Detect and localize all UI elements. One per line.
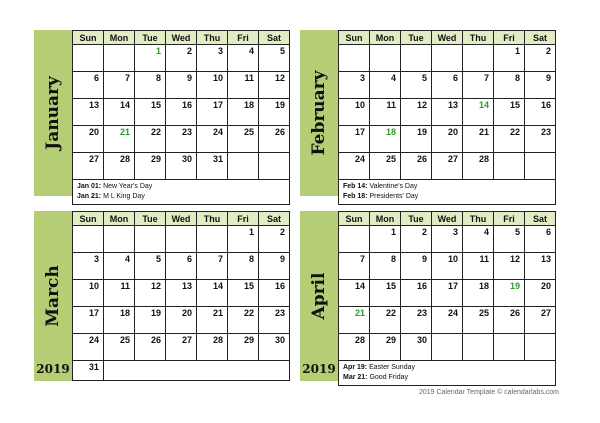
weekday-header: Sat bbox=[525, 31, 556, 45]
day-cell: 15 bbox=[494, 99, 525, 126]
day-cell: 16 bbox=[259, 280, 290, 307]
day-cell bbox=[432, 45, 463, 72]
day-cell: 22 bbox=[370, 307, 401, 334]
day-cell: 3 bbox=[73, 253, 104, 280]
day-cell: 13 bbox=[166, 280, 197, 307]
day-cell: 15 bbox=[135, 99, 166, 126]
month-name: February bbox=[309, 70, 329, 156]
day-cell: 1 bbox=[228, 226, 259, 253]
day-cell bbox=[339, 226, 370, 253]
day-cell: 26 bbox=[401, 153, 432, 180]
day-cell: 2 bbox=[401, 226, 432, 253]
month-name: March bbox=[43, 265, 63, 327]
weekday-header: Tue bbox=[135, 212, 166, 226]
day-cell: 6 bbox=[73, 72, 104, 99]
day-cell bbox=[73, 226, 104, 253]
day-cell: 6 bbox=[166, 253, 197, 280]
month-name: April bbox=[309, 272, 329, 320]
day-cell: 2 bbox=[166, 45, 197, 72]
day-cell: 18 bbox=[370, 126, 401, 153]
day-cell: 15 bbox=[370, 280, 401, 307]
day-cell: 12 bbox=[259, 72, 290, 99]
day-cell: 16 bbox=[525, 99, 556, 126]
day-cell: 3 bbox=[432, 226, 463, 253]
day-cell: 19 bbox=[401, 126, 432, 153]
day-cell: 17 bbox=[432, 280, 463, 307]
day-cell bbox=[197, 226, 228, 253]
month-spine bbox=[34, 30, 72, 196]
week-row bbox=[73, 45, 290, 72]
weekday-header: Sun bbox=[73, 31, 104, 45]
day-cell bbox=[135, 226, 166, 253]
week-row bbox=[339, 253, 556, 280]
day-cell: 20 bbox=[525, 280, 556, 307]
day-cell bbox=[339, 45, 370, 72]
day-cell: 25 bbox=[370, 153, 401, 180]
day-cell: 5 bbox=[135, 253, 166, 280]
week-row bbox=[73, 253, 290, 280]
weekday-header: Sat bbox=[259, 212, 290, 226]
holiday-date: Jan 01: bbox=[77, 183, 102, 190]
day-cell: 14 bbox=[463, 99, 494, 126]
day-cell bbox=[370, 45, 401, 72]
day-cell bbox=[401, 45, 432, 72]
day-cell bbox=[463, 45, 494, 72]
day-cell: 7 bbox=[197, 253, 228, 280]
year-label: 2019 bbox=[302, 362, 336, 376]
weekday-header: Sat bbox=[525, 212, 556, 226]
day-cell: 30 bbox=[259, 334, 290, 361]
day-cell: 27 bbox=[166, 334, 197, 361]
day-cell bbox=[432, 334, 463, 361]
day-cell: 11 bbox=[104, 280, 135, 307]
day-cell: 26 bbox=[494, 307, 525, 334]
day-cell: 30 bbox=[166, 153, 197, 180]
weekday-header: Tue bbox=[135, 31, 166, 45]
day-cell: 12 bbox=[401, 99, 432, 126]
weekday-header: Fri bbox=[494, 31, 525, 45]
day-cell: 27 bbox=[432, 153, 463, 180]
day-cell: 14 bbox=[104, 99, 135, 126]
day-cell bbox=[166, 226, 197, 253]
week-row bbox=[339, 153, 556, 180]
day-cell: 27 bbox=[525, 307, 556, 334]
week-row bbox=[339, 334, 556, 361]
day-cell bbox=[104, 226, 135, 253]
holiday-name: Easter Sunday bbox=[367, 364, 415, 371]
day-cell bbox=[463, 334, 494, 361]
day-cell: 17 bbox=[73, 307, 104, 334]
day-cell: 26 bbox=[259, 126, 290, 153]
week-row bbox=[73, 307, 290, 334]
day-cell: 14 bbox=[339, 280, 370, 307]
day-cell: 10 bbox=[432, 253, 463, 280]
week-row bbox=[339, 307, 556, 334]
holiday-name: Good Friday bbox=[367, 374, 408, 381]
day-cell: 18 bbox=[463, 280, 494, 307]
day-cell: 31 bbox=[197, 153, 228, 180]
day-cell: 19 bbox=[259, 99, 290, 126]
day-cell: 4 bbox=[228, 45, 259, 72]
holiday-date: Mar 21: bbox=[343, 374, 368, 381]
day-cell bbox=[228, 153, 259, 180]
day-cell: 19 bbox=[494, 280, 525, 307]
day-cell: 20 bbox=[166, 307, 197, 334]
week-row bbox=[339, 45, 556, 72]
week-row bbox=[339, 280, 556, 307]
week-row bbox=[73, 72, 290, 99]
day-cell: 17 bbox=[339, 126, 370, 153]
day-cell: 6 bbox=[432, 72, 463, 99]
day-cell: 11 bbox=[370, 99, 401, 126]
day-cell: 13 bbox=[525, 253, 556, 280]
day-cell: 23 bbox=[401, 307, 432, 334]
week-row bbox=[339, 126, 556, 153]
day-cell: 17 bbox=[197, 99, 228, 126]
day-cell: 16 bbox=[401, 280, 432, 307]
weekday-header: Thu bbox=[197, 31, 228, 45]
day-cell: 28 bbox=[197, 334, 228, 361]
day-cell: 10 bbox=[339, 99, 370, 126]
day-cell: 9 bbox=[166, 72, 197, 99]
day-cell bbox=[494, 153, 525, 180]
holiday-date: Jan 21: bbox=[77, 193, 102, 200]
month-january bbox=[34, 30, 290, 200]
day-cell: 28 bbox=[463, 153, 494, 180]
weekday-header: Fri bbox=[228, 31, 259, 45]
day-cell: 21 bbox=[104, 126, 135, 153]
holiday-note bbox=[343, 373, 551, 383]
day-cell: 25 bbox=[104, 334, 135, 361]
weekday-header: Mon bbox=[104, 31, 135, 45]
month-spine bbox=[300, 30, 338, 196]
year-label: 2019 bbox=[36, 362, 70, 376]
day-cell: 11 bbox=[228, 72, 259, 99]
day-cell: 2 bbox=[259, 226, 290, 253]
day-cell: 22 bbox=[228, 307, 259, 334]
day-cell: 16 bbox=[166, 99, 197, 126]
holiday-note bbox=[77, 192, 285, 202]
holiday-name: Presidents' Day bbox=[367, 193, 419, 200]
day-cell: 8 bbox=[370, 253, 401, 280]
day-cell: 20 bbox=[73, 126, 104, 153]
day-cell: 13 bbox=[73, 99, 104, 126]
holiday-note bbox=[343, 363, 551, 373]
day-cell: 22 bbox=[494, 126, 525, 153]
week-row bbox=[339, 72, 556, 99]
week-row bbox=[339, 99, 556, 126]
day-cell: 18 bbox=[104, 307, 135, 334]
day-cell bbox=[104, 45, 135, 72]
holiday-notes bbox=[72, 180, 290, 205]
day-cell: 5 bbox=[259, 45, 290, 72]
weekday-header: Wed bbox=[432, 212, 463, 226]
holiday-date: Feb 18: bbox=[343, 193, 368, 200]
day-cell: 11 bbox=[463, 253, 494, 280]
day-cell: 1 bbox=[494, 45, 525, 72]
footer-credit: 2019 Calendar Template © calendarlabs.com bbox=[418, 389, 559, 396]
week-row bbox=[73, 226, 290, 253]
month-march bbox=[34, 211, 290, 381]
day-cell: 10 bbox=[197, 72, 228, 99]
day-cell: 26 bbox=[135, 334, 166, 361]
day-cell: 1 bbox=[135, 45, 166, 72]
day-cell: 9 bbox=[401, 253, 432, 280]
holiday-notes bbox=[338, 180, 556, 205]
holiday-name: Valentine's Day bbox=[367, 183, 418, 190]
day-cell: 7 bbox=[463, 72, 494, 99]
day-cell: 24 bbox=[339, 153, 370, 180]
day-cell: 29 bbox=[228, 334, 259, 361]
day-cell: 6 bbox=[525, 226, 556, 253]
month-april bbox=[300, 211, 556, 381]
holiday-date: Apr 19: bbox=[343, 364, 368, 371]
day-cell: 12 bbox=[494, 253, 525, 280]
month-february bbox=[300, 30, 556, 200]
day-cell: 13 bbox=[432, 99, 463, 126]
day-cell: 23 bbox=[525, 126, 556, 153]
day-cell bbox=[259, 153, 290, 180]
week-row bbox=[73, 126, 290, 153]
holiday-date: Feb 14: bbox=[343, 183, 368, 190]
day-cell: 12 bbox=[135, 280, 166, 307]
day-cell: 24 bbox=[197, 126, 228, 153]
day-cell: 29 bbox=[370, 334, 401, 361]
day-cell: 20 bbox=[432, 126, 463, 153]
day-cell: 2 bbox=[525, 45, 556, 72]
weekday-header: Thu bbox=[197, 212, 228, 226]
day-cell: 10 bbox=[73, 280, 104, 307]
day-cell: 7 bbox=[104, 72, 135, 99]
weekday-header: Wed bbox=[166, 212, 197, 226]
weekday-header: Wed bbox=[166, 31, 197, 45]
day-cell: 27 bbox=[73, 153, 104, 180]
week-row bbox=[339, 226, 556, 253]
day-cell bbox=[73, 45, 104, 72]
day-cell: 14 bbox=[197, 280, 228, 307]
weekday-header: Sun bbox=[73, 212, 104, 226]
day-cell: 25 bbox=[463, 307, 494, 334]
weekday-header: Tue bbox=[401, 31, 432, 45]
weekday-header: Wed bbox=[432, 31, 463, 45]
day-cell: 23 bbox=[166, 126, 197, 153]
holiday-note bbox=[77, 182, 285, 192]
holiday-name: New Year's Day bbox=[101, 183, 153, 190]
day-cell: 9 bbox=[259, 253, 290, 280]
day-cell: 31 bbox=[73, 361, 104, 380]
month-spine bbox=[34, 211, 72, 381]
month-grid bbox=[338, 30, 556, 180]
day-cell: 18 bbox=[228, 99, 259, 126]
weekday-header: Mon bbox=[104, 212, 135, 226]
weekday-header: Fri bbox=[228, 212, 259, 226]
day-cell: 7 bbox=[339, 253, 370, 280]
day-cell: 24 bbox=[432, 307, 463, 334]
weekday-header: Sat bbox=[259, 31, 290, 45]
weekday-header: Sun bbox=[339, 212, 370, 226]
month-grid bbox=[72, 211, 290, 361]
month-spine bbox=[300, 211, 338, 381]
day-cell: 15 bbox=[228, 280, 259, 307]
day-cell: 4 bbox=[463, 226, 494, 253]
day-cell: 21 bbox=[463, 126, 494, 153]
month-grid bbox=[72, 30, 290, 180]
day-cell: 29 bbox=[135, 153, 166, 180]
weekday-header: Tue bbox=[401, 212, 432, 226]
day-cell: 21 bbox=[197, 307, 228, 334]
month-grid bbox=[338, 211, 556, 361]
day-cell: 21 bbox=[339, 307, 370, 334]
weekday-header: Mon bbox=[370, 31, 401, 45]
month-name: January bbox=[43, 76, 63, 150]
day-cell: 30 bbox=[401, 334, 432, 361]
day-cell: 8 bbox=[228, 253, 259, 280]
weekday-header: Thu bbox=[463, 212, 494, 226]
day-cell bbox=[494, 334, 525, 361]
holiday-note bbox=[343, 192, 551, 202]
day-cell: 23 bbox=[259, 307, 290, 334]
week-row bbox=[73, 99, 290, 126]
holiday-notes bbox=[72, 361, 290, 381]
day-cell: 4 bbox=[104, 253, 135, 280]
weekday-header: Fri bbox=[494, 212, 525, 226]
day-cell: 5 bbox=[494, 226, 525, 253]
day-cell: 5 bbox=[401, 72, 432, 99]
day-cell: 19 bbox=[135, 307, 166, 334]
day-cell: 22 bbox=[135, 126, 166, 153]
day-cell: 3 bbox=[197, 45, 228, 72]
day-cell: 3 bbox=[339, 72, 370, 99]
week-row bbox=[73, 153, 290, 180]
day-cell: 1 bbox=[370, 226, 401, 253]
day-cell: 25 bbox=[228, 126, 259, 153]
day-cell bbox=[525, 153, 556, 180]
day-cell: 8 bbox=[135, 72, 166, 99]
week-row bbox=[73, 280, 290, 307]
weekday-header: Mon bbox=[370, 212, 401, 226]
day-cell: 28 bbox=[104, 153, 135, 180]
holiday-notes bbox=[338, 361, 556, 386]
day-cell: 8 bbox=[494, 72, 525, 99]
day-cell: 28 bbox=[339, 334, 370, 361]
day-cell: 9 bbox=[525, 72, 556, 99]
holiday-note bbox=[343, 182, 551, 192]
day-cell: 24 bbox=[73, 334, 104, 361]
week-row bbox=[73, 334, 290, 361]
weekday-header: Sun bbox=[339, 31, 370, 45]
day-cell: 4 bbox=[370, 72, 401, 99]
holiday-name: M L King Day bbox=[101, 193, 145, 200]
day-cell bbox=[525, 334, 556, 361]
weekday-header: Thu bbox=[463, 31, 494, 45]
